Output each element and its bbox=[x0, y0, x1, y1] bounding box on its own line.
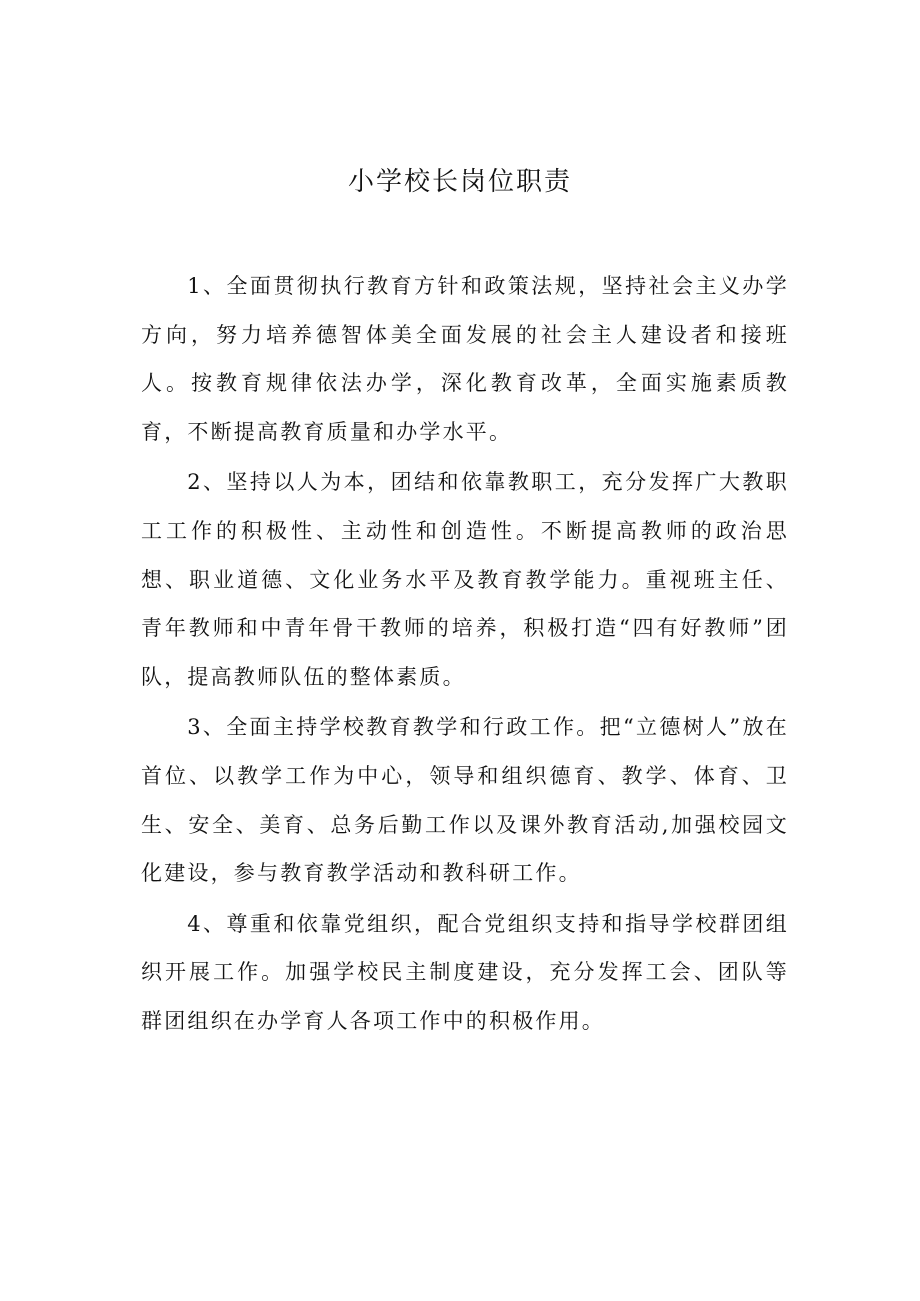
paragraph-3: 3、全面主持学校教育教学和行政工作。把“立德树人”放在首位、以教学工作为中心，领导和组织德育、教学、体育、卫生、安全、美育、总务后勤工作以及课外教育活动,加强校园文化建设，参与教育教学活动和教科研工作。 bbox=[141, 715, 789, 886]
paragraph-2: 2、坚持以人为本，团结和依靠教职工，充分发挥广大教职工工作的积极性、主动性和创造性。不断提高教师的政治思想、职业道德、文化业务水平及教育教学能力。重视班主任、青年教师和中青年骨干教师的培养，积极打造“四有好教师”团队，提高教师队伍的整体素质。 bbox=[141, 470, 789, 689]
document-body bbox=[141, 262, 789, 1048]
paragraph-4: 4、尊重和依靠党组织，配合党组织支持和指导学校群团组织开展工作。加强学校民主制度建设，充分发挥工会、团队等群团组织在办学育人各项工作中的积极作用。 bbox=[141, 911, 789, 1033]
paragraph-1: 1、全面贯彻执行教育方针和政策法规，坚持社会主义办学方向，努力培养德智体美全面发展的社会主人建设者和接班人。按教育规律依法办学，深化教育改革，全面实施素质教育，不断提高教育质量和办学水平。 bbox=[141, 274, 789, 444]
document-title: 小学校长岗位职责 bbox=[347, 167, 572, 197]
